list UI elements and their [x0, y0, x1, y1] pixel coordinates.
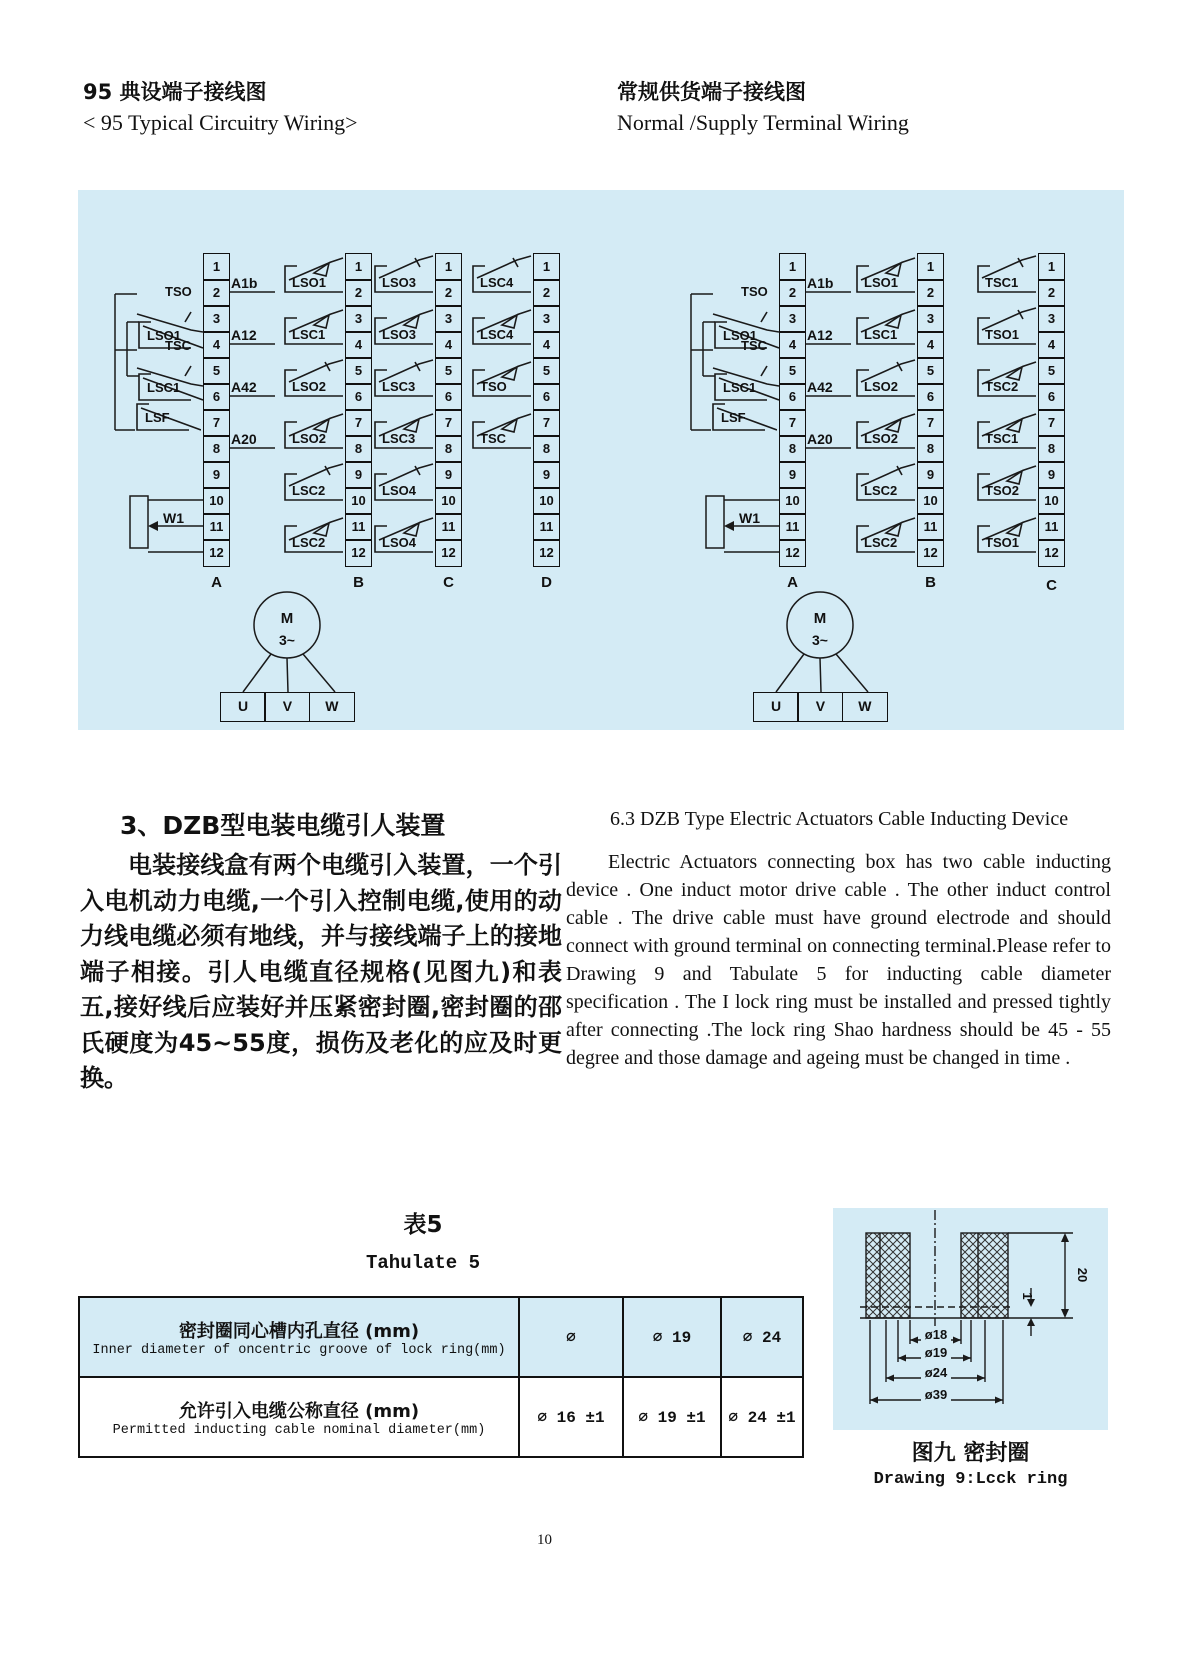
dim-label-h20: 20 — [1075, 1267, 1090, 1283]
value-cell: ∅ 19 ±1 — [623, 1377, 721, 1457]
wire-label: A42 — [807, 379, 833, 395]
limit-switch — [469, 302, 533, 348]
terminal-cell: 8 — [1038, 435, 1065, 463]
terminal-cell: 3 — [1038, 305, 1065, 333]
wire-label: A12 — [231, 327, 257, 343]
terminal-cell: 5 — [435, 357, 462, 385]
section-heading-zh: 3、DZB型电装电缆引人装置 — [120, 811, 446, 840]
switch-label: TSO1 — [985, 535, 1019, 550]
terminal-cell: 7 — [779, 409, 806, 437]
figure-caption-en: Drawing 9:Lcck ring — [873, 1470, 1068, 1489]
limit-switch — [371, 354, 435, 400]
switch-label: LSO4 — [382, 483, 416, 498]
switch-label: TSC1 — [985, 431, 1019, 446]
page-number: 10 — [537, 1532, 552, 1548]
limit-switch — [281, 250, 345, 296]
row-header-cell — [79, 1377, 519, 1457]
column-label: C — [443, 574, 454, 591]
limit-switch — [371, 458, 435, 504]
terminal-cell: 12 — [917, 539, 944, 567]
switch-label: LSO1 — [864, 275, 898, 290]
motor-label: M — [813, 610, 827, 627]
limit-switch — [371, 250, 435, 296]
terminal-cell: 10 — [779, 487, 806, 515]
potentiometer-label: W1 — [163, 510, 184, 526]
switch-label: TSO — [165, 284, 192, 299]
value-cell: ∅ 16 ±1 — [519, 1377, 623, 1457]
switch-label: TSO1 — [985, 327, 1019, 342]
terminal-cell: 10 — [203, 487, 230, 515]
switch-label: TSC — [480, 431, 506, 446]
wiring-lines — [78, 190, 1124, 730]
limit-switch — [469, 406, 533, 452]
wiring-diagram-panel — [78, 190, 1124, 730]
row-header-en: Permitted inducting cable nominal diameter(mm) — [112, 1422, 486, 1438]
header-left-zh: 95 典设端子接线图 — [83, 80, 267, 104]
terminal-cell: 2 — [1038, 279, 1065, 307]
terminal-cell: 5 — [203, 357, 230, 385]
terminal-cell: 2 — [917, 279, 944, 307]
terminal-cell: 7 — [203, 409, 230, 437]
terminal-cell: 10 — [533, 487, 560, 515]
terminal-cell: 5 — [779, 357, 806, 385]
terminal-strip-left-c — [435, 253, 462, 567]
limit-switch — [281, 302, 345, 348]
limit-switch — [853, 510, 917, 556]
terminal-cell: 5 — [533, 357, 560, 385]
wire-label: A42 — [231, 379, 257, 395]
terminal-cell: 7 — [917, 409, 944, 437]
dim-label-d18: ø18 — [924, 1327, 948, 1342]
switch-label: TSC2 — [985, 379, 1019, 394]
limit-switch — [469, 250, 533, 296]
motor-phase-label: 3~ — [812, 632, 828, 648]
header-right-zh: 常规供货端子接线图 — [617, 80, 806, 104]
lock-ring-figure-panel — [833, 1208, 1108, 1430]
switch-label: TSC — [741, 338, 767, 353]
terminal-cell: 2 — [779, 279, 806, 307]
terminal-strip-left-d — [533, 253, 560, 567]
terminal-cell: 8 — [779, 435, 806, 463]
terminal-cell: 12 — [435, 539, 462, 567]
switch-label: LSO2 — [864, 379, 898, 394]
motor-terminal-cell: U — [753, 692, 799, 722]
pot-arrow-left — [148, 521, 158, 531]
motor-terminal-cell: W — [309, 692, 355, 722]
terminal-cell: 11 — [779, 513, 806, 541]
terminal-cell: 1 — [533, 253, 560, 281]
terminal-cell: 5 — [345, 357, 372, 385]
motor-label: M — [280, 610, 294, 627]
lock-ring-spec-table — [78, 1296, 804, 1458]
switch-label: LSO2 — [292, 431, 326, 446]
dim-label-d24: ø24 — [924, 1365, 948, 1380]
row-header-zh: 密封圈同心槽内孔直径 (mm) — [178, 1320, 420, 1342]
limit-switch — [371, 406, 435, 452]
value-cell: ∅ 19 — [623, 1297, 721, 1377]
value-cell: ∅ 24 — [721, 1297, 803, 1377]
terminal-cell: 6 — [533, 383, 560, 411]
terminal-cell: 2 — [203, 279, 230, 307]
terminal-cell: 6 — [345, 383, 372, 411]
switch-label: LSC1 — [147, 380, 181, 395]
terminal-cell: 11 — [1038, 513, 1065, 541]
terminal-cell: 7 — [345, 409, 372, 437]
terminal-cell: 8 — [203, 435, 230, 463]
switch-label: LSC3 — [382, 379, 416, 394]
switch-label: TSC1 — [985, 275, 1019, 290]
limit-switch — [371, 302, 435, 348]
dim-label-d19: ø19 — [924, 1345, 948, 1360]
terminal-cell: 1 — [435, 253, 462, 281]
terminal-cell: 3 — [345, 305, 372, 333]
limit-switch — [974, 250, 1038, 296]
terminal-cell: 9 — [345, 461, 372, 489]
motor-terminal-row — [220, 692, 355, 722]
row-header-zh: 允许引入电缆公称直径 (mm) — [178, 1400, 420, 1422]
row-header-en: Inner diameter of oncentric groove of lock ring(mm) — [92, 1342, 506, 1358]
terminal-cell: 5 — [1038, 357, 1065, 385]
limit-switch — [281, 354, 345, 400]
dim-label-t1: 1 — [1020, 1292, 1035, 1300]
terminal-cell: 4 — [917, 331, 944, 359]
terminal-cell: 4 — [435, 331, 462, 359]
motor-terminal-cell: V — [797, 692, 843, 722]
terminal-strip-right-a — [779, 253, 806, 567]
wire-label: A20 — [807, 431, 833, 447]
terminal-cell: 3 — [779, 305, 806, 333]
terminal-cell: 1 — [779, 253, 806, 281]
switch-label: LSO1 — [147, 328, 181, 343]
terminal-cell: 11 — [917, 513, 944, 541]
limit-switch — [974, 302, 1038, 348]
switch-label: LSC4 — [480, 275, 514, 290]
limit-switch — [281, 458, 345, 504]
limit-switch — [281, 510, 345, 556]
terminal-cell: 6 — [203, 383, 230, 411]
terminal-cell: 11 — [345, 513, 372, 541]
column-label: C — [1046, 577, 1057, 594]
dim-label-d39: ø39 — [924, 1387, 948, 1402]
column-label: A — [211, 574, 222, 591]
switch-label: LSO1 — [292, 275, 326, 290]
limit-switch — [133, 398, 201, 432]
terminal-cell: 3 — [533, 305, 560, 333]
terminal-cell: 9 — [435, 461, 462, 489]
column-label: B — [353, 574, 364, 591]
limit-switch — [711, 368, 779, 402]
terminal-cell: 1 — [345, 253, 372, 281]
terminal-cell: 4 — [203, 331, 230, 359]
potentiometer-label: W1 — [739, 510, 760, 526]
switch-label: TSO — [741, 284, 768, 299]
switch-label: TSO — [480, 379, 507, 394]
terminal-cell: 12 — [345, 539, 372, 567]
terminal-cell: 1 — [1038, 253, 1065, 281]
switch-label: LSO1 — [723, 328, 757, 343]
limit-switch — [974, 510, 1038, 556]
terminal-cell: 6 — [435, 383, 462, 411]
terminal-cell: 1 — [917, 253, 944, 281]
terminal-cell: 8 — [917, 435, 944, 463]
limit-switch — [853, 354, 917, 400]
wire-label: A1b — [807, 275, 834, 291]
terminal-strip-left-b — [345, 253, 372, 567]
section-body-zh: 电装接线盒有两个电缆引入装置，一个引入电机动力电缆,一个引入控制电缆,使用的动力线电缆必须有地线，并与接线端子上的接地端子相接。引人电缆直径规格(见图九)和表五,接好线后应装好并压紧密封圈,密封圈的邵氏硬度为45~55度，损伤及老化的应及时更换。 — [80, 851, 562, 1092]
terminal-cell: 12 — [203, 539, 230, 567]
terminal-cell: 9 — [779, 461, 806, 489]
terminal-strip-right-c — [1038, 253, 1065, 567]
value-cell: ∅ — [519, 1297, 623, 1377]
terminal-cell: 9 — [533, 461, 560, 489]
motor-phase-label: 3~ — [279, 632, 295, 648]
terminal-cell: 10 — [917, 487, 944, 515]
terminal-cell: 1 — [203, 253, 230, 281]
switch-label: LSO3 — [382, 275, 416, 290]
limit-switch — [371, 510, 435, 556]
switch-label: LSO2 — [864, 431, 898, 446]
terminal-cell: 9 — [1038, 461, 1065, 489]
limit-switch — [135, 368, 203, 402]
limit-switch — [853, 406, 917, 452]
switch-label: LSC2 — [864, 483, 898, 498]
table-title-zh: 表5 — [403, 1212, 443, 1238]
terminal-cell: 8 — [435, 435, 462, 463]
switch-label: LSC1 — [864, 327, 898, 342]
terminal-cell: 12 — [779, 539, 806, 567]
terminal-cell: 10 — [435, 487, 462, 515]
column-label: D — [541, 574, 552, 591]
terminal-cell: 4 — [345, 331, 372, 359]
limit-switch — [974, 354, 1038, 400]
switch-label: LSC1 — [292, 327, 326, 342]
figure-caption-zh: 图九 密封圈 — [911, 1441, 1030, 1466]
terminal-cell: 7 — [435, 409, 462, 437]
motor-terminal-cell: V — [264, 692, 310, 722]
table-row — [79, 1297, 803, 1377]
switch-label: LSF — [145, 410, 170, 425]
table-title-en: Tahulate 5 — [365, 1252, 481, 1274]
terminal-cell: 4 — [779, 331, 806, 359]
terminal-cell: 2 — [435, 279, 462, 307]
terminal-cell: 8 — [345, 435, 372, 463]
section-heading-en: 6.3 DZB Type Electric Actuators Cable Inducting Device — [610, 808, 1069, 830]
limit-switch — [469, 354, 533, 400]
table-row — [79, 1377, 803, 1457]
terminal-cell: 2 — [345, 279, 372, 307]
motor-terminal-cell: U — [220, 692, 266, 722]
column-label: A — [787, 574, 798, 591]
switch-label: LSC2 — [864, 535, 898, 550]
motor-terminal-row — [753, 692, 888, 722]
terminal-cell: 6 — [917, 383, 944, 411]
terminal-cell: 9 — [917, 461, 944, 489]
value-cell: ∅ 24 ±1 — [721, 1377, 803, 1457]
terminal-cell: 7 — [1038, 409, 1065, 437]
limit-switch — [853, 302, 917, 348]
limit-switch — [853, 458, 917, 504]
terminal-cell: 3 — [203, 305, 230, 333]
header-right-en: Normal /Supply Terminal Wiring — [617, 110, 909, 135]
switch-label: LSC2 — [292, 535, 326, 550]
switch-label: LSO3 — [382, 327, 416, 342]
limit-switch — [974, 406, 1038, 452]
terminal-cell: 3 — [435, 305, 462, 333]
terminal-strip-right-b — [917, 253, 944, 567]
terminal-cell: 10 — [345, 487, 372, 515]
switch-label: LSC3 — [382, 431, 416, 446]
switch-label: TSC — [165, 338, 191, 353]
wire-label: A12 — [807, 327, 833, 343]
lock-ring-drawing — [833, 1208, 1108, 1430]
switch-label: LSC2 — [292, 483, 326, 498]
switch-label: LSF — [721, 410, 746, 425]
terminal-cell: 10 — [1038, 487, 1065, 515]
wire-label: A1b — [231, 275, 258, 291]
terminal-cell: 11 — [435, 513, 462, 541]
terminal-strip-left-a — [203, 253, 230, 567]
switch-label: LSC1 — [723, 380, 757, 395]
terminal-cell: 4 — [533, 331, 560, 359]
terminal-cell: 9 — [203, 461, 230, 489]
section-body-en: Electric Actuators connecting box has two cable inducting device . One induct motor drive cable . The other induct control cable . The drive cable must have ground electrode and should connect with ground terminal on connecting terminal.Please refer to Drawing 9 and Tabulate 5 for inducting cable diameter specification . The I lock ring must be installed and pressed tightly after connecting .The lock ring Shao hardness should be 45 - 55 degree and those damage and ageing must be changed in time . — [566, 851, 1111, 1069]
switch-label: LSO2 — [292, 379, 326, 394]
switch-label: LSC4 — [480, 327, 514, 342]
limit-switch — [281, 406, 345, 452]
terminal-cell: 5 — [917, 357, 944, 385]
terminal-cell: 12 — [1038, 539, 1065, 567]
limit-switch — [709, 398, 777, 432]
wire-label: A20 — [231, 431, 257, 447]
switch-label: TSO2 — [985, 483, 1019, 498]
terminal-cell: 11 — [203, 513, 230, 541]
pot-arrow-right — [724, 521, 734, 531]
terminal-cell: 2 — [533, 279, 560, 307]
terminal-cell: 8 — [533, 435, 560, 463]
motor-terminal-cell: W — [842, 692, 888, 722]
terminal-cell: 7 — [533, 409, 560, 437]
column-label: B — [925, 574, 936, 591]
limit-switch — [853, 250, 917, 296]
terminal-cell: 6 — [1038, 383, 1065, 411]
switch-label: LSO4 — [382, 535, 416, 550]
terminal-cell: 12 — [533, 539, 560, 567]
limit-switch — [974, 458, 1038, 504]
terminal-cell: 3 — [917, 305, 944, 333]
header-left-en: < 95 Typical Circuitry Wiring> — [83, 110, 358, 135]
terminal-cell: 4 — [1038, 331, 1065, 359]
row-header-cell — [79, 1297, 519, 1377]
terminal-cell: 6 — [779, 383, 806, 411]
terminal-cell: 11 — [533, 513, 560, 541]
